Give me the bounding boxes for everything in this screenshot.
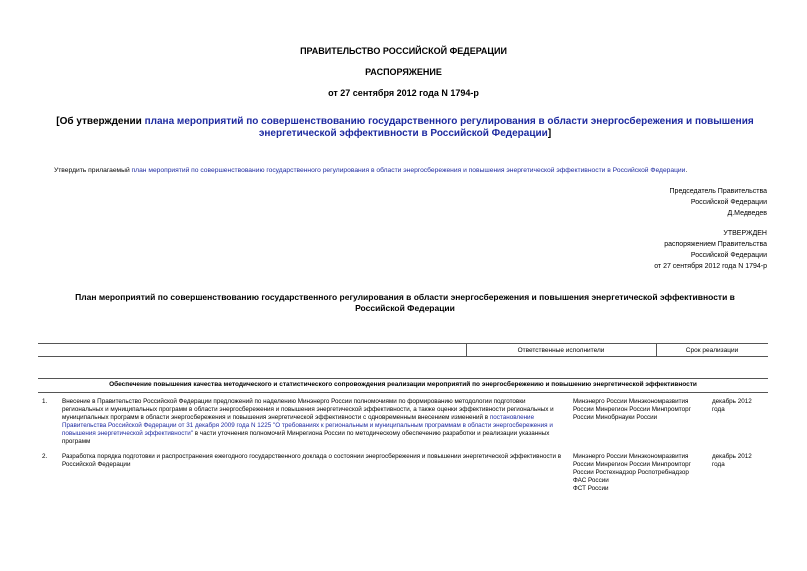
approved-line-1: УТВЕРЖДЕН [723, 230, 767, 237]
row-2-responsible-line: ФСТ России [573, 485, 609, 492]
row-1-description [62, 398, 562, 446]
row-2-description [62, 453, 562, 469]
plan-title: План мероприятий по совершенствованию государственного регулирования в области энергосбережения и повышения энергетической эффективности в Российской Федерации [75, 292, 735, 313]
approved-block [654, 228, 767, 272]
row-1-deadline-line: декабрь 2012 [712, 398, 752, 405]
approval-prefix: Утвердить прилагаемый [54, 167, 132, 174]
table-header-border [38, 356, 768, 357]
row-2-deadline-line: года [712, 461, 725, 468]
document-date: от 27 сентября 2012 года N 1794-р [328, 88, 479, 98]
row-1-deadline-line: года [712, 406, 725, 413]
document-type: РАСПОРЯЖЕНИЕ [365, 67, 442, 77]
row-1-responsible-line: России Минобрнауки России [573, 414, 658, 421]
column-header-deadline: Срок реализации [685, 347, 739, 354]
approval-suffix: . [685, 167, 688, 174]
row-2-responsible-line: ФАС России [573, 477, 609, 484]
approved-line-2: распоряжением Правительства [664, 241, 767, 248]
table-top-border [38, 343, 768, 344]
subject-prefix: [Об утверждении [56, 116, 145, 127]
approval-link[interactable]: план мероприятий по совершенствованию государственного регулирования в области энергосбережения и повышения энергетической эффективности в Российской Федерации [131, 167, 686, 174]
row-2-responsible-line: Минэнерго России Минэкономразвития [573, 453, 689, 460]
row-1-number: 1. [42, 398, 48, 405]
government-name: ПРАВИТЕЛЬСТВО РОССИЙСКОЙ ФЕДЕРАЦИИ [300, 46, 507, 56]
row-1-responsible [573, 398, 708, 422]
row-2-number: 2. [42, 453, 48, 460]
section-top-border [38, 378, 768, 379]
row-2-deadline [712, 453, 772, 469]
approved-line-4: от 27 сентября 2012 года N 1794-р [654, 263, 767, 270]
row-2-responsible-line: России Ростехнадзор Роспотребнадзор [573, 469, 689, 476]
subject-link[interactable]: плана мероприятий по совершенствованию государственного регулирования в области энергосбережения и повышения энергетической эффективности в Российской Федерации [144, 116, 754, 139]
approval-paragraph [54, 167, 774, 176]
row-1-deadline [712, 398, 772, 414]
row-1-link[interactable]: постановление Правительства Российской Федерации от 31 декабря 2009 года N 1225 "О требованиях к региональным и муниципальным программам в области энергосбережения и повышения энергетической эффективности" [62, 414, 553, 437]
subject-suffix: ] [547, 128, 552, 139]
row-1-text-after: в части уточнения полномочий Минрегиона России по методическому обеспечению разработки и реализации указанных программ [62, 430, 550, 445]
row-2-text: Разработка порядка подготовки и распространения ежегодного государственного доклада о состоянии энергосбережения и повышении энергетической эффективности в Российской Федерации [62, 453, 562, 468]
row-2-responsible [573, 453, 708, 493]
signature-block [670, 186, 767, 219]
section-title: Обеспечение повышения качества методического и статистического сопровождения реализации мероприятий по энергосбережению и повышению энергетической эффективности [109, 381, 697, 388]
row-2-responsible-line: России Минрегион России Минпромторг [573, 461, 691, 468]
signature-line-1: Председатель Правительства [669, 188, 767, 195]
approved-line-3: Российской Федерации [690, 252, 767, 259]
row-1-responsible-line: России Минрегион России Минпромторг [573, 406, 691, 413]
document-subject [50, 116, 760, 140]
signature-line-3: Д.Медведев [727, 210, 767, 217]
section-bottom-border [38, 392, 768, 393]
row-1-responsible-line: Минэнерго России Минэкономразвития [573, 398, 689, 405]
row-1-text: Внесение в Правительство Российской Федерации предложений по наделению Минэнерго России полномочиями по формированию методологии подготовки региональных и муниципальных программ в области энергосбережения и повышения энергетической эффективности, а также оценки эффективности региональных и муниципальных программ в области энергосбережения и повышения энергетической эффективности с одновременным внесением изменений в [62, 398, 554, 421]
row-2-deadline-line: декабрь 2012 [712, 453, 752, 460]
signature-line-2: Российской Федерации [690, 199, 767, 206]
column-header-responsible: Ответственные исполнители [517, 347, 605, 354]
